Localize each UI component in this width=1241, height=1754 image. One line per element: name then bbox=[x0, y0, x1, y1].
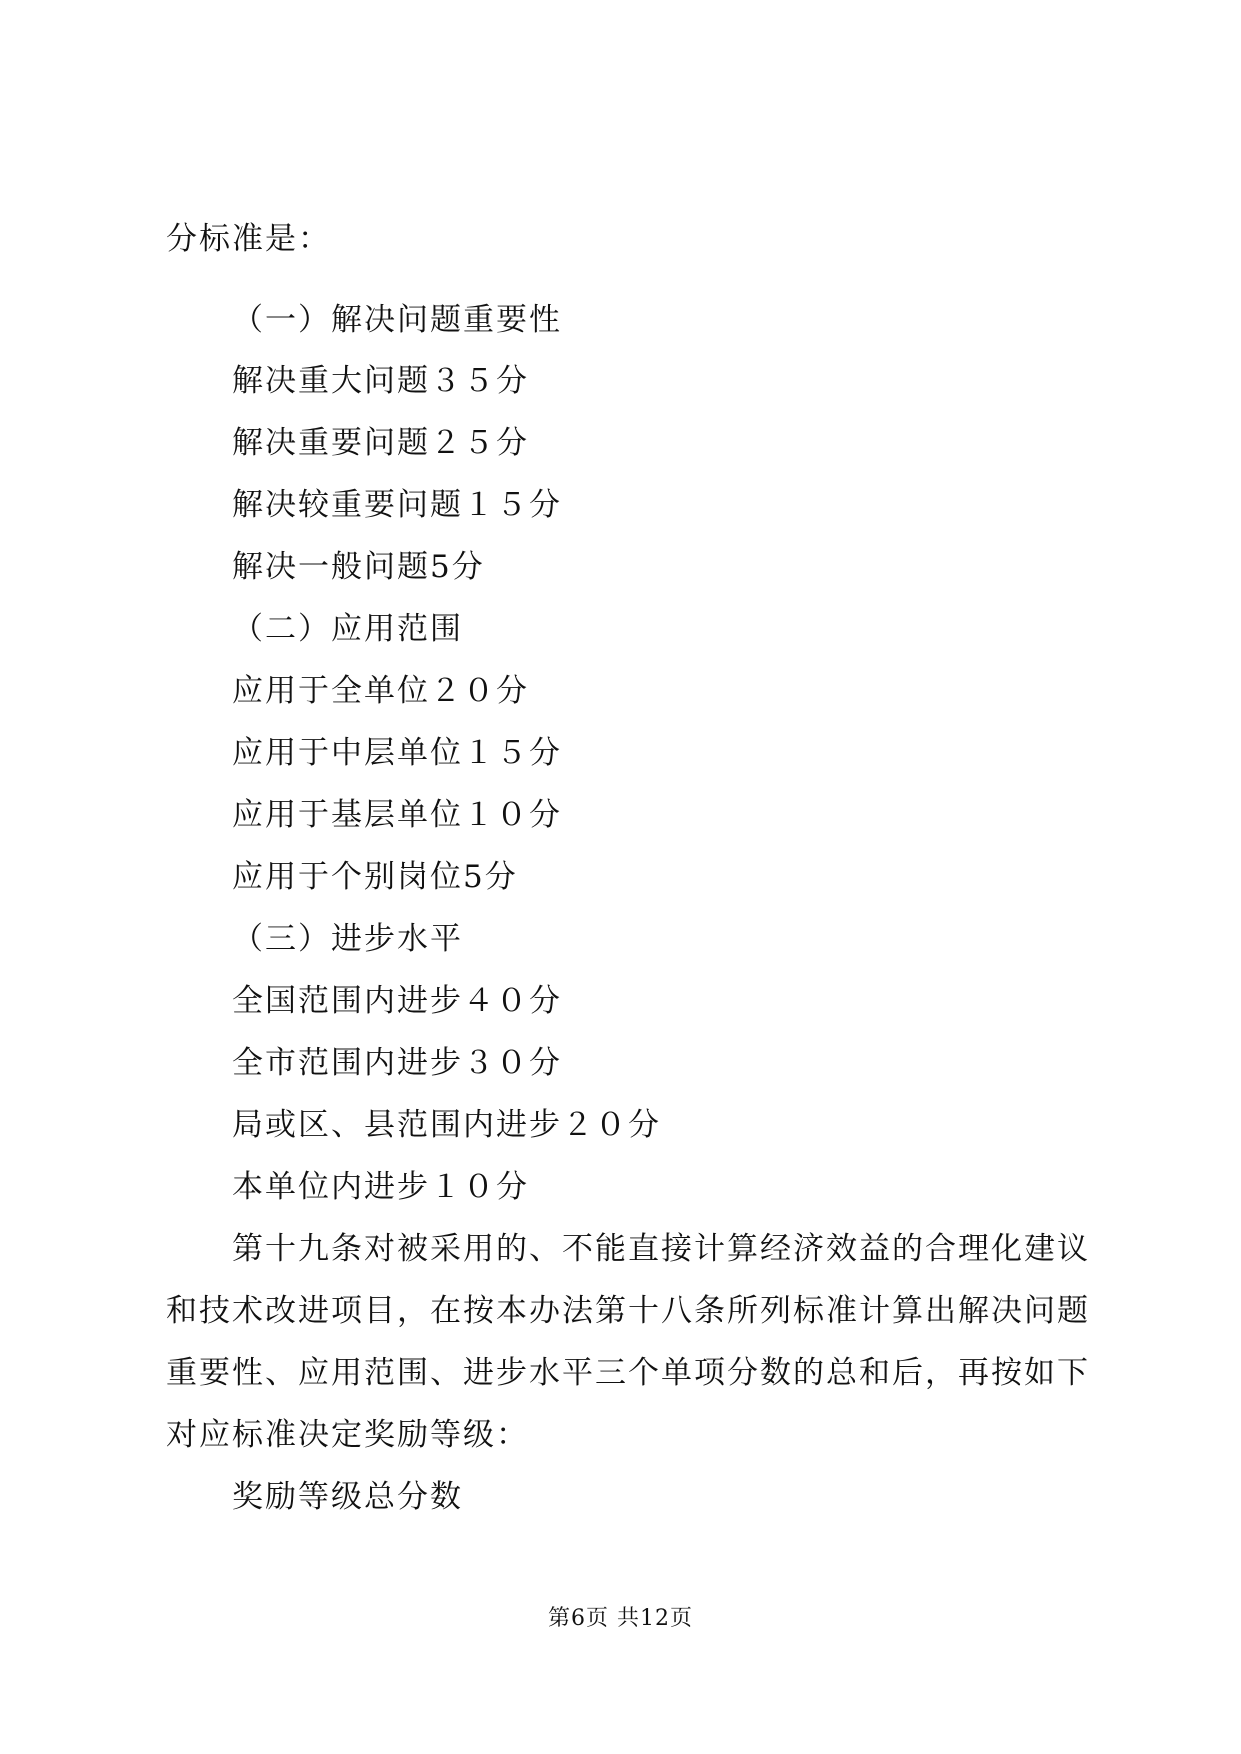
page-footer: 第6页 共12页 bbox=[548, 1606, 693, 1631]
text-line: 全国范围内进步４０分 bbox=[232, 983, 562, 1019]
text-line: 解决较重要问题１５分 bbox=[232, 487, 562, 523]
section-heading: （二）应用范围 bbox=[232, 611, 463, 647]
paragraph-line: 对应标准决定奖励等级： bbox=[166, 1417, 529, 1453]
text-line: 奖励等级总分数 bbox=[232, 1479, 463, 1515]
text-line: 局或区、县范围内进步２０分 bbox=[232, 1107, 661, 1143]
text-line: 应用于中层单位１５分 bbox=[232, 735, 562, 771]
section-heading: （一）解决问题重要性 bbox=[232, 302, 562, 338]
section-heading: （三）进步水平 bbox=[232, 921, 463, 957]
text-line: 本单位内进步１０分 bbox=[232, 1169, 529, 1205]
text-line: 分标准是： bbox=[166, 221, 331, 257]
paragraph-line: 第十九条对被采用的、不能直接计算经济效益的合理化建议 bbox=[232, 1231, 1090, 1267]
text-line: 应用于个别岗位5分 bbox=[232, 859, 518, 895]
text-line: 应用于全单位２０分 bbox=[232, 673, 529, 709]
text-line: 解决重大问题３５分 bbox=[232, 363, 529, 399]
text-line: 解决重要问题２５分 bbox=[232, 425, 529, 461]
text-line: 应用于基层单位１０分 bbox=[232, 797, 562, 833]
paragraph-line: 重要性、应用范围、进步水平三个单项分数的总和后，再按如下 bbox=[166, 1355, 1090, 1391]
text-line: 解决一般问题5分 bbox=[232, 549, 485, 585]
paragraph-line: 和技术改进项目，在按本办法第十八条所列标准计算出解决问题 bbox=[166, 1293, 1090, 1329]
text-line: 全市范围内进步３０分 bbox=[232, 1045, 562, 1081]
